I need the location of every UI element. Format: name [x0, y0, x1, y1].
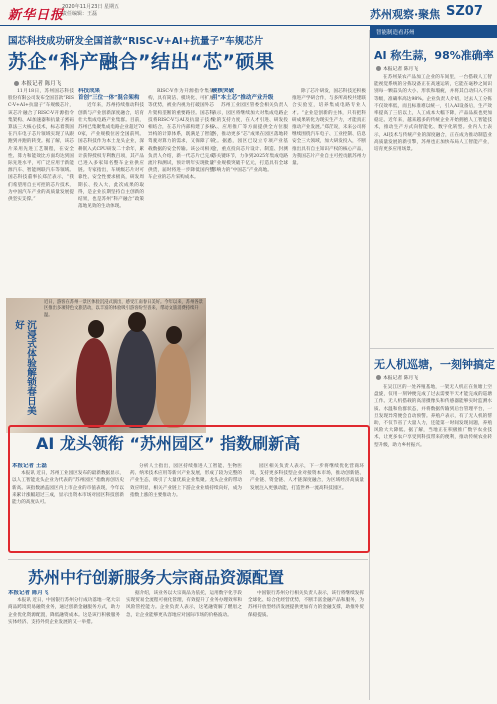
right-article2-byline: 本报记者 陈月飞: [376, 374, 418, 381]
reporter-icon: [376, 375, 381, 380]
right-column-banner-label: 智能制造看苏州: [376, 30, 415, 36]
right-article2-headline: 无人机巡塘，一刻钟搞定: [374, 358, 495, 371]
article1-column-1: 11月18日，苏州国芯科技股份有限公司发布全国首款“RISC-V+AI+抗量子”车规级芯片，该芯片融合了RISC-V开源指令集架构、AI加速器和抗量子密码算法三大核心技术，标志着我国在汽车电子芯片领域实现了从跟跑到并跑的转变。据了解，该芯片采用先进工艺制程，在安全性、算力和能效比方面均达到国际先进水平，可广泛应用于新能源汽车、智能网联汽车等领域。国芯科技董事长郑茳表示，“我们希望用自主可控的芯片技术，为中国汽车产业的高质量发展提供坚实支撑。”: [8, 89, 74, 203]
article3-column-2: 据介绍，该业务以大宗商品为依托，运用数字化手段实现贸易全流程可视化管理，有效提升了业务办理效率和风险管控能力。企业负责人表示，这笔融资解了燃眉之急，让企业能够更从容地应对国际市场的价格波动。: [126, 591, 242, 618]
reporter-icon: [376, 66, 381, 71]
newspaper-logo: 新华日报: [8, 8, 65, 23]
article2-column-1: 本报记者 王磊 本报讯 近日，苏州工业园区发布的最新数据显示，以人工智能龙头企业为代表的“苏州园区”指数再创历史新高。该指数涵盖园区内上市企业的市值表现，今年以来累计涨幅超过三成，显示出资本市场对园区科技创新能力的高度认可。: [12, 463, 124, 506]
masthead: [0, 0, 497, 26]
article1-column-2: 科技成果 首创“三位一体”混合架构 近年来，苏州持续推动科技创新与产业创新深度融合，培育壮大集成电路产业集群。目前，苏州已集聚集成电路企业超过700家，产业规模位居全国前列。国芯科技作为本土龙头企业，深耕嵌入式CPU研发二十余年，累计获得授权专利数百项，其产品已进入多家知名整车企业供应链。专家指出，车规级芯片对可靠性、安全性要求极高，研发周期长、投入大，此次成果的取得，是企业长期坚持自主创新的结果，也是苏州“科产融合”政策落地见效的生动体现。: [78, 88, 144, 210]
photo-title: 沉浸式体验解锁春日美好: [13, 320, 36, 415]
article1-column-5: 除了芯片研发，国芯科技还积极推进产学研合作，与多所高校共建联合实验室，培养集成电路专业人才。“企业是创新的主体，只有把科研成果转化为现实生产力，才能真正推动产业发展。”郑茳说，未来公司将继续围绕汽车电子、工业控制、信息安全三大领域，加大研发投入，不断推出具有自主知识产权的核心产品，为我国芯片产业自主可控贡献苏州力量。: [292, 89, 366, 167]
article1-column-3: RISC-V作为开源指令集架构，具有简洁、模块化、可扩展等优势，被业内视为打破国外芯片架构垄断的重要路径。国芯科技将RISC-V与AI及抗量子技术相结合，在芯片内部构建了多核异构的计算体系，既满足了智能驾驶对算力的需求，又保障了车载数据的安全传输。该公司相关负责人介绍，新一代芯片已完成流片和测试，预计明年实现批量供货，届时将进一步降低国内整车企业的芯片采购成本。: [148, 89, 214, 181]
article1-kicker: 国芯科技成功研发全国首款“RISC-V+AI+抗量子”车规芯片: [8, 36, 264, 47]
right-column-divider: [370, 348, 494, 349]
right-article1-text: 在苏州某农产品加工企业的车间里，一台搭载人工智能视觉系统的分拣设备正在高速运转，它能在毫秒之间识别每一颗蒜头的大小、形状和瑕疵，并将其自动归入不同等级，准确率高达98%。企业负责人介绍，过去人工分拣不仅效率低，而且标准难以统一，引入AI设备后，生产效率提高了三倍以上，人工成本大幅下降，产品品质也更加稳定。近年来，越来越多的传统企业开始拥抱人工智能技术，推动生产方式向智能化、数字化转型。业内人士表示，AI技术与传统产业的深度融合，正在成为推动制造业高质量发展的新引擎，苏州也正加快布局人工智能产业，培育更多应用场景。: [374, 75, 492, 153]
article2-column-2: 分析人士指出，园区持续推进人工智能、生物医药、纳米技术应用等新兴产业发展，形成了较为完整的产业生态，吸引了大量优质企业集聚。龙头企业的带动效应明显，相关产业链上下游企业业绩持续向好，成为指数上涨的主要推动力。: [130, 464, 242, 498]
page-number: SZ07: [446, 4, 483, 19]
article2-column-3: 园区相关负责人表示，下一步将继续优化营商环境，支持更多科技型企业对接资本市场，推动创新链、产业链、资金链、人才链深度融合，为区域经济高质量发展注入更强动能，打造世界一流高科技园区。: [250, 464, 364, 491]
section-divider: [8, 559, 368, 560]
article3-column-3: 中国银行苏州分行相关负责人表示，该行将继续发挥全球化、综合化经营优势，不断丰富金融产品和服务，为苏州开放型经济发展提供更加有力的金融支撑，助推外贸保稳提质。: [248, 591, 364, 618]
photo-caption: 近日，游客在苏州一景区体验沉浸式演出，感受江南春日美好。今年以来，苏州各景区推出多项特色文旅活动，以丰富的体验吸引游客纷至沓来，带动文旅消费持续升温。: [44, 300, 203, 318]
article1-headline: 苏企“科产融合”结出“芯”硕果: [8, 51, 275, 73]
section-title: 苏州观察·聚焦: [370, 8, 441, 21]
right-article1-byline: 本报记者 陈月飞: [376, 65, 418, 72]
article1-byline: 本报记者 陈月飞: [14, 79, 61, 87]
reporter-icon: [14, 81, 19, 86]
article1-column-4: 硬核突破 用“本土芯”推动产业升级 苏州工业园区管委会相关负责人表示，园区将继续加大对集成电路企业的支持力度，在人才引进、研发投入、应用推广等方面提供全方位服务，推动更多“芯”成果在园区落地转化。据悉，园区已设立专项产业基金，重点投向芯片设计、制造、封测等关键环节，力争到2025年集成电路产业规模突破千亿元，打造具有全球影响力的“中国芯”产业高地。: [212, 88, 288, 174]
article2-headline: AI 龙头领衔 “苏州园区” 指数刷新高: [36, 434, 301, 453]
right-article2-text: 在吴江区的一处养殖基地，一架无人机正在鱼塘上空盘旋，仅用一刻钟便完成了过去需要半天才能完成的巡塘工作。无人机搭载的高清摄像头和传感器能够实时监测水质、水温和鱼群状态，并将数据传输到后台管理平台，一旦发现异常便会自动预警。养殖户表示，有了无人机的帮助，不仅节省了大量人力，还能第一时间发现问题，养殖风险大大降低。据了解，当地正在积极推广数字农业技术，让更多农户享受到科技带来的便利，推动传统农业转型升级，助力乡村振兴。: [374, 385, 492, 448]
article3-headline: 苏州中行创新服务大宗商品资源配置: [28, 568, 285, 587]
column-divider: [369, 30, 370, 700]
issue-date: 2020年11月23日 星期五 责任编辑：王磊: [62, 4, 120, 17]
article3-column-1: 本报记者 陈月飞 本报讯 近日，中国银行苏州分行成功落地一笔大宗商品跨境贸易融资业务，通过创新金融服务方式，助力企业优化资源配置，降低融资成本。这是该行积极服务实体经济、支持外贸企业发展的又一举措。: [8, 590, 120, 625]
right-article1-headline: AI 称生蒜，98%准确率: [374, 49, 494, 62]
